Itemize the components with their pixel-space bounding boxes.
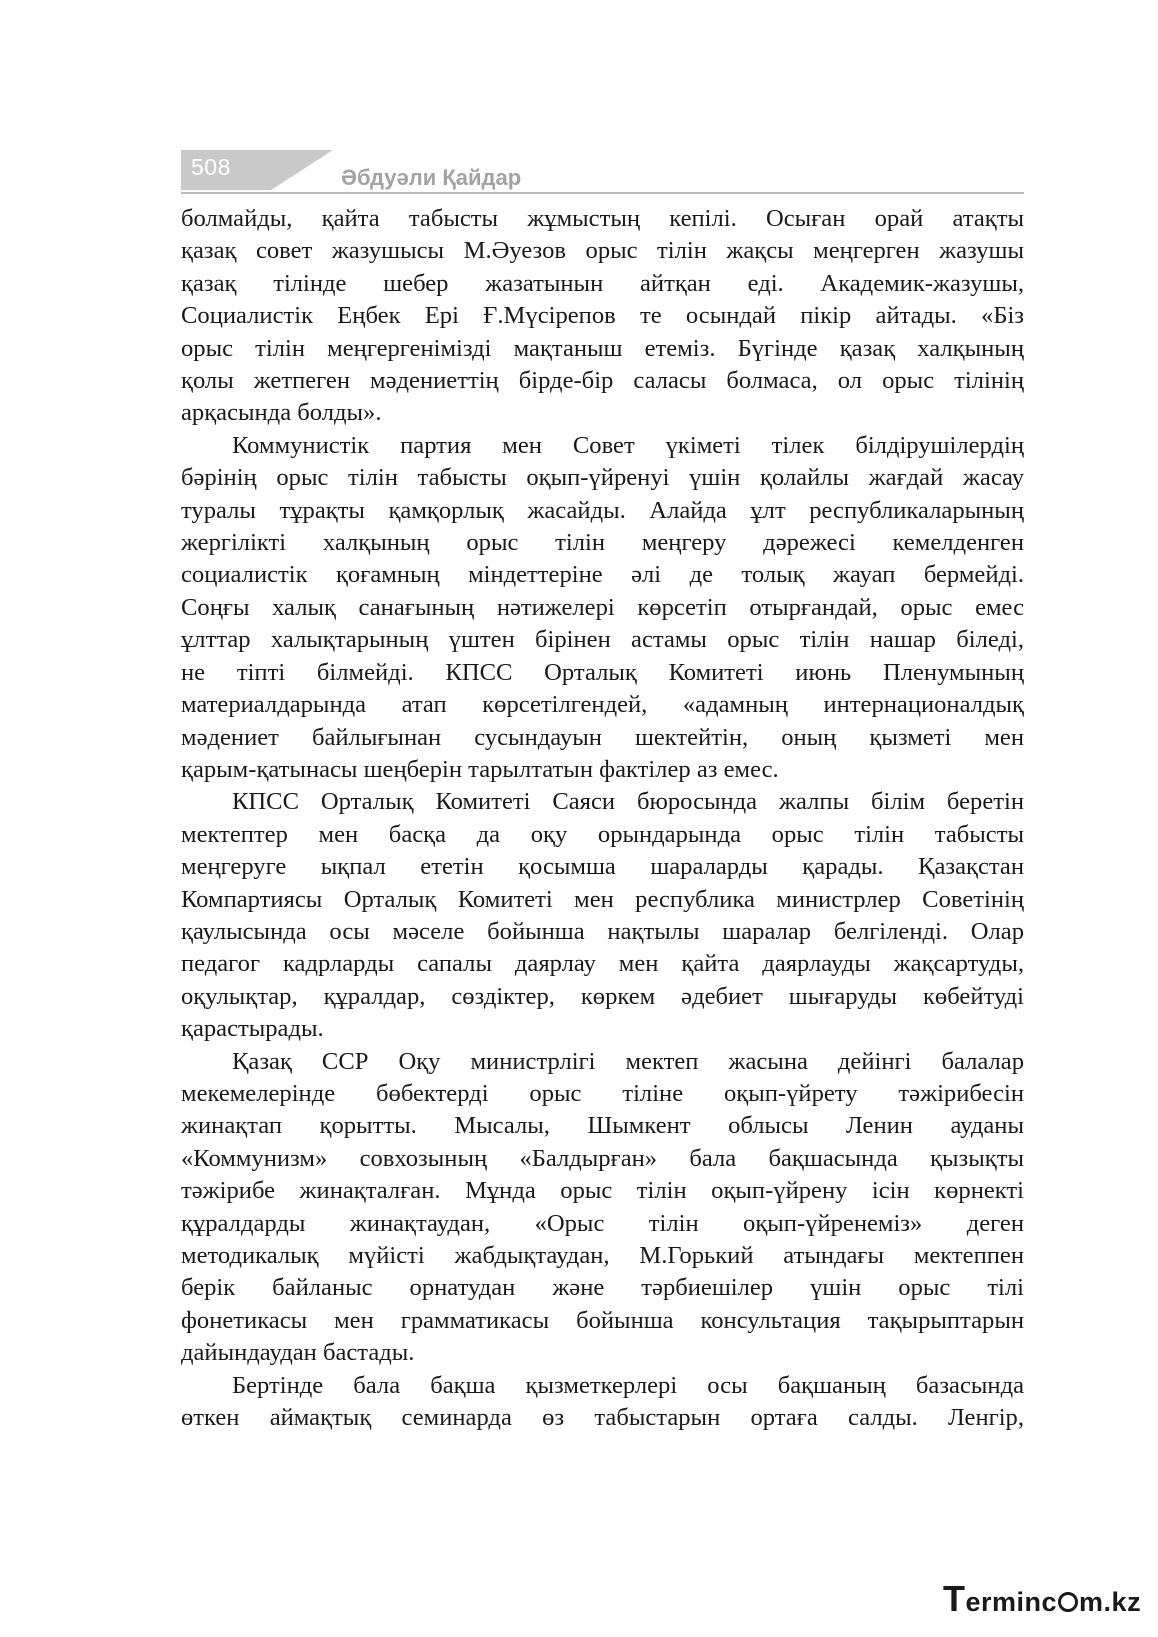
running-head-author: Әбдуәли Қайдар [341,165,522,190]
text-line: құралдарды жинақтаудан, «Орыс тілін оқып-үйренеміз» деген [181,1209,1024,1237]
text-line: болмайды, қайта табысты жұмыстың кепілі. Осыған орай атақты [181,205,1024,232]
text-line: КПСС Орталық Комитеті Саяси бюросында жалпы білім беретін [232,788,1024,816]
page-number-tab [181,150,271,190]
text-line: фонетикасы мен грамматикасы бойынша консультация тақырыптарын [181,1306,1024,1334]
page-header [181,150,1024,196]
text-line: Коммунистік партия мен Совет үкіметі тілек білдірушілердің [232,431,1024,459]
watermark-letter-t: T [943,1578,966,1619]
text-line: туралы тұрақты қамқорлық жасайды. Алайда ұлт республикаларының [181,496,1024,524]
text-line: мәдениет байлығынан сусындауын шектейтін, оның қызметі мен [181,723,1024,751]
text-line-last: арқасында болды». [181,399,382,427]
text-line: өткен аймақтық семинарда өз табыстарын ортаға салды. Ленгір, [181,1404,1024,1432]
text-line: жергілікті халқының орыс тілін меңгеру дәрежесі кемелденген [181,529,1024,557]
text-line: тәжірибе жинақталған. Мұнда орыс тілін оқып-үйрену ісін көрнекті [181,1177,1024,1205]
text-line: жинақтап қорытты. Мысалы, Шымкент облысы Ленин ауданы [181,1112,1024,1140]
text-line: методикалық мүйісті жабдықтаудан, М.Горький атындағы мектеппен [181,1242,1024,1269]
text-line: социалистік қоғамның міндеттеріне әлі де толық жауап бермейді. [181,561,1024,589]
text-line: берік байланыс орнатудан және тәрбиешілер үшін орыс тілі [181,1274,1024,1302]
text-line: орыс тілін меңгергенімізді мақтаныш етеміз. Бүгінде қазақ халқының [181,334,1024,362]
text-line: Бертінде бала бақша қызметкерлері осы бақшаның базасында [232,1371,1024,1399]
text-line: педагог кадрларды сапалы даярлау мен қайта даярлауды жақсартуды, [181,950,1024,978]
watermark-logo [943,1578,1141,1620]
text-line-last: дайындаудан бастады. [181,1339,415,1367]
body-text [181,203,1024,1434]
text-line: мектептер мен басқа да оқу орындарында орыс тілін табысты [181,820,1024,848]
text-line: материалдарында атап көрсетілгендей, «адамның интернационалдық [181,691,1024,719]
text-line: меңгеруге ықпал ететін қосымша шараларды қарады. Қазақстан [181,853,1024,881]
text-line: қолы жетпеген мәдениеттің бірде-бір саласы болмаса, ол орыс тілінің [181,367,1024,395]
page-number: 508 [191,154,231,180]
text-line: ұлттар халықтарының үштен бірінен астамы орыс тілін нашар біледі, [181,626,1024,654]
text-line-last: қарым-қатынасы шеңберін тарылтатын фактілер аз емес. [181,755,779,783]
text-line-last: қарастырады. [181,1015,324,1043]
text-line: мекемелерінде бөбектерді орыс тіліне оқып-үйрету тәжірибесін [181,1079,1024,1107]
text-line: қазақ совет жазушысы М.Әуезов орыс тілін жақсы меңгерген жазушы [181,237,1024,265]
text-line: Соңғы халық санағының нәтижелері көрсетіп отырғандай, орыс емес [181,593,1024,621]
text-line: «Коммунизм» совхозының «Балдырған» бала бақшасында қызықты [181,1144,1024,1172]
text-line: қазақ тілінде шебер жазатынын айтқан еді. Академик-жазушы, [181,269,1024,297]
text-line: бәрінің орыс тілін табысты оқып-үйренуі үшін қолайлы жағдай жасау [181,464,1024,492]
watermark-text-part2: m.kz [1079,1587,1142,1617]
header-rule [181,192,1024,194]
magnifier-icon [1058,1592,1078,1612]
text-line: оқулықтар, құралдар, сөздіктер, көркем әдебиет шығаруды көбейтуді [181,982,1024,1010]
text-line: Қазақ ССР Оқу министрлігі мектеп жасына дейінгі балалар [232,1047,1024,1075]
text-line: Социалистік Еңбек Ері Ғ.Мүсірепов те осындай пікір айтады. «Біз [181,302,1024,330]
text-line: Компартиясы Орталық Комитеті мен республика министрлер Советінің [181,885,1024,913]
page-number-tab-wedge [271,150,333,190]
text-line: не тіпті білмейді. КПСС Орталық Комитеті июнь Пленумының [181,658,1024,686]
text-line: қаулысында осы мәселе бойынша нақтылы шаралар белгіленді. Олар [181,917,1024,945]
watermark-text-part1: erminc [965,1587,1058,1617]
